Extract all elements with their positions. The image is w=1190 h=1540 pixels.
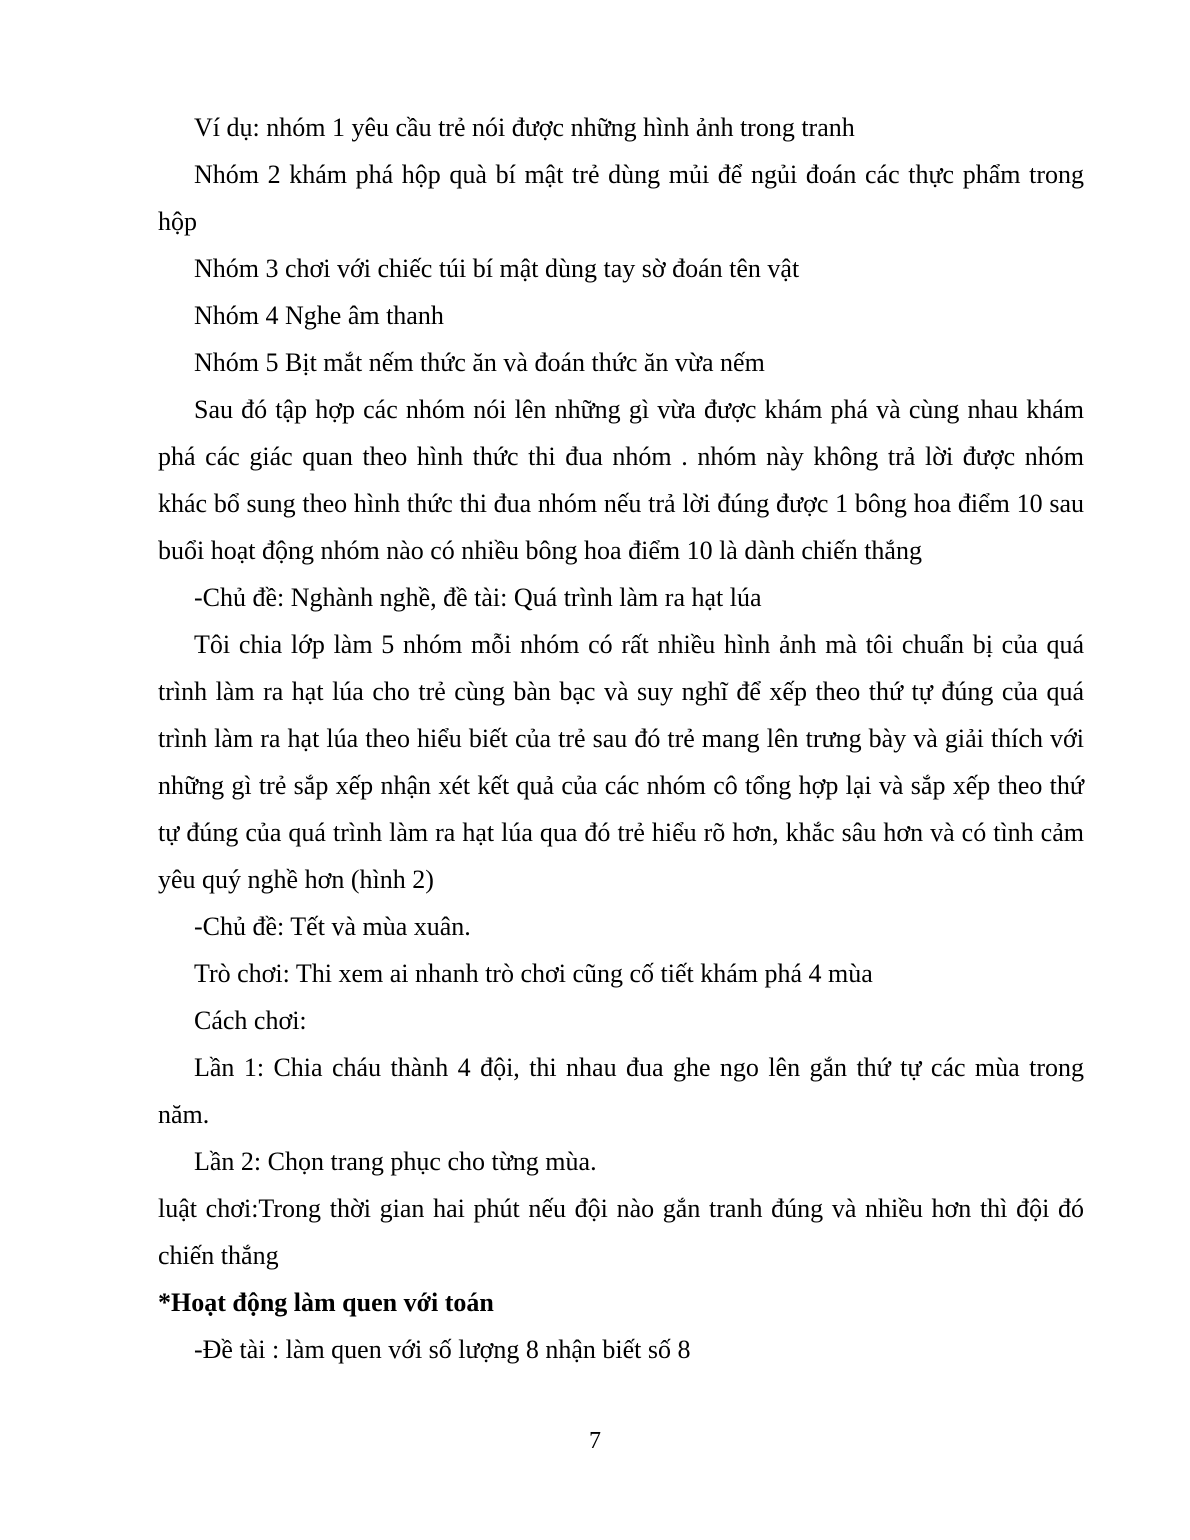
paragraph: Sau đó tập hợp các nhóm nói lên những gì vừa được khám phá và cùng nhau khám phá các giác quan theo hình thức thi đua nhóm . nhóm này không trả lời được nhóm khác bổ sung theo hình thức thi đua nhóm nếu trả lời đúng được 1 bông hoa điểm 10 sau buổi hoạt động nhóm nào có nhiều bông hoa điểm 10 là dành chiến thắng (158, 395, 1084, 565)
paragraph: Lần 1: Chia cháu thành 4 đội, thi nhau đua ghe ngo lên gắn thứ tự các mùa trong năm. (158, 1053, 1084, 1129)
paragraph: -Đề tài : làm quen với số lượng 8 nhận biết số 8 (194, 1335, 691, 1364)
paragraph: Nhóm 2 khám phá hộp quà bí mật trẻ dùng mủi để ngủi đoán các thực phẩm trong hộp (158, 160, 1084, 236)
paragraph: luật chơi:Trong thời gian hai phút nếu đội nào gắn tranh đúng và nhiều hơn thì đội đó chiến thắng (158, 1194, 1084, 1270)
paragraph: Nhóm 3 chơi với chiếc túi bí mật dùng tay sờ đoán tên vật (194, 254, 800, 283)
paragraph: Ví dụ: nhóm 1 yêu cầu trẻ nói được những hình ảnh trong tranh (194, 113, 855, 142)
paragraph: -Chủ đề: Tết và mùa xuân. (194, 912, 471, 941)
paragraph: Lần 2: Chọn trang phục cho từng mùa. (194, 1147, 597, 1176)
section-heading: *Hoạt động làm quen với toán (158, 1288, 494, 1317)
paragraph: Trò chơi: Thi xem ai nhanh trò chơi cũng cố tiết khám phá 4 mùa (194, 959, 873, 988)
paragraph: Nhóm 4 Nghe âm thanh (194, 301, 444, 330)
paragraph: Cách chơi: (194, 1006, 307, 1035)
paragraph: -Chủ đề: Nghành nghề, đề tài: Quá trình làm ra hạt lúa (194, 583, 762, 612)
paragraph: Nhóm 5 Bịt mắt nếm thức ăn và đoán thức ăn vừa nếm (194, 348, 765, 377)
paragraph: Tôi chia lớp làm 5 nhóm mỗi nhóm có rất nhiều hình ảnh mà tôi chuẩn bị của quá trình làm ra hạt lúa cho trẻ cùng bàn bạc và suy nghĩ để xếp theo thứ tự đúng của quá trình làm ra hạt lúa theo hiểu biết của trẻ sau đó trẻ mang lên trưng bày và giải thích với những gì trẻ sắp xếp nhận xét kết quả của các nhóm cô tổng hợp lại và sắp xếp theo thứ tự đúng của quá trình làm ra hạt lúa qua đó trẻ hiểu rõ hơn, khắc sâu hơn và có tình cảm yêu quý nghề hơn (hình 2) (158, 630, 1084, 894)
body-text (158, 104, 1084, 1373)
page-number: 7 (589, 1428, 601, 1454)
